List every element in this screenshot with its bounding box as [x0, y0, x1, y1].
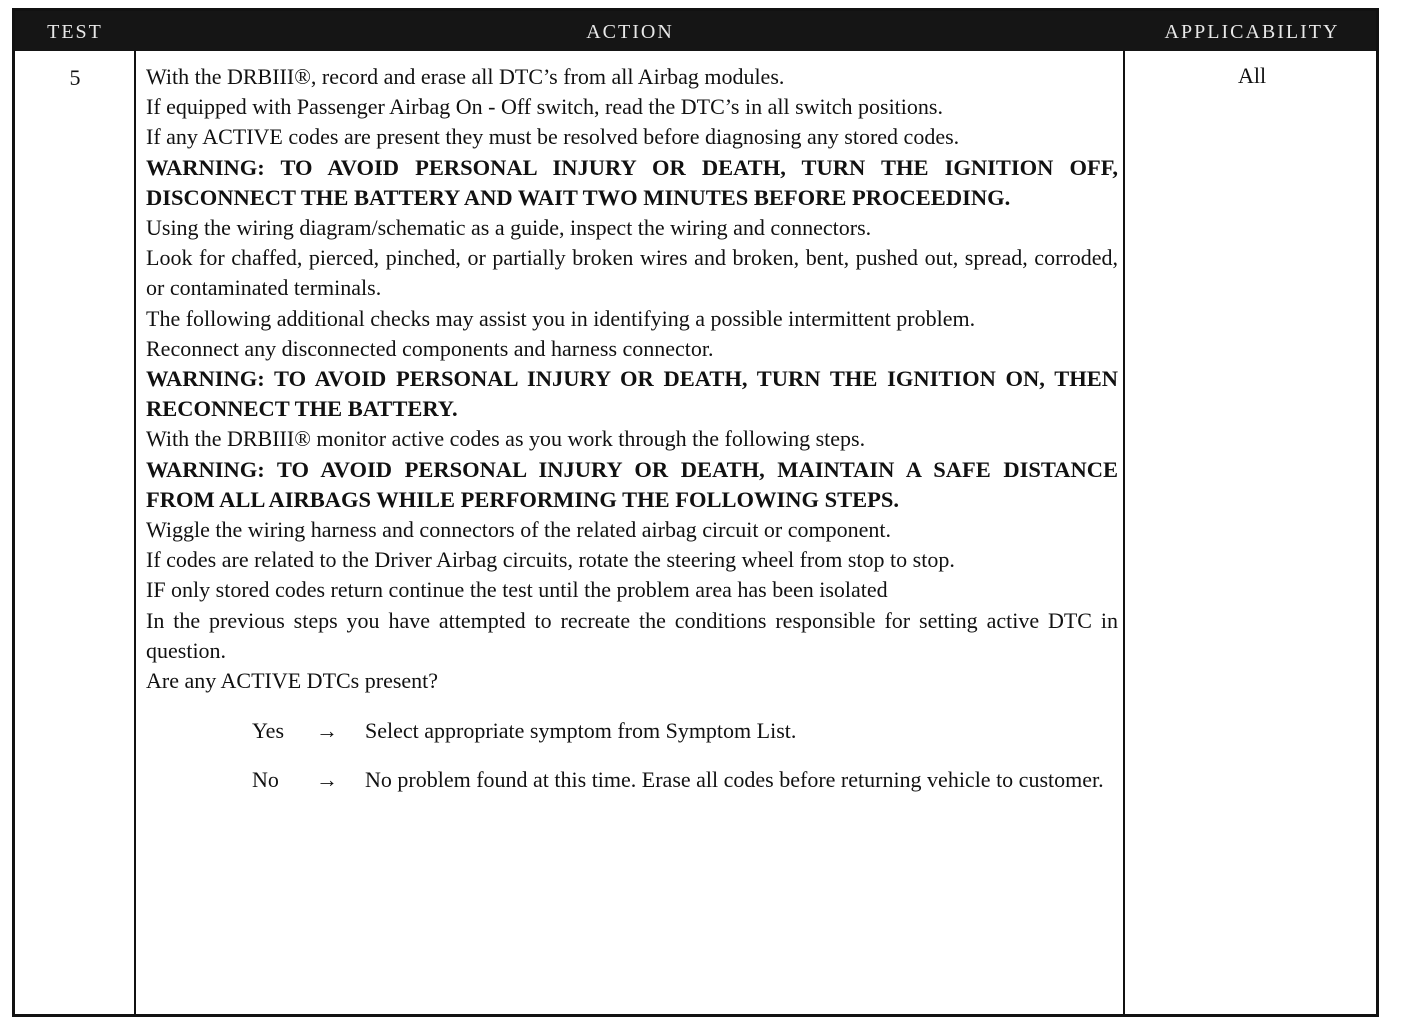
action-step: With the DRBIII® monitor active codes as you work through the following steps.	[146, 426, 866, 452]
header-applicability: APPLICABILITY	[1164, 21, 1340, 43]
header-test: TEST	[47, 21, 103, 43]
answer-yes	[146, 716, 1118, 746]
answer-text: No problem found at this time. Erase all codes before returning vehicle to customer.	[365, 767, 1104, 793]
answer-label: No	[252, 767, 279, 793]
applicability-value: All	[1237, 63, 1267, 88]
question-text: Are any ACTIVE DTCs present?	[146, 668, 439, 694]
table-header	[15, 11, 1376, 51]
action-step: If codes are related to the Driver Airbag circuits, rotate the steering wheel from stop to stop.	[146, 547, 955, 573]
header-action: ACTION	[586, 21, 674, 43]
action-cell	[146, 62, 1118, 815]
warning-text: WARNING: TO AVOID PERSONAL INJURY OR DEATH, MAINTAIN A SAFE DISTANCE FROM ALL AIRBAGS WHILE PERFORMING THE FOLLOWING STEPS.	[146, 456, 1118, 512]
action-step: IF only stored codes return continue the test until the problem area has been isolated	[146, 577, 888, 603]
column-divider	[134, 51, 136, 1014]
action-step: Wiggle the wiring harness and connectors of the related airbag circuit or component.	[146, 517, 892, 543]
answer-label: Yes	[252, 718, 285, 744]
action-step: Reconnect any disconnected components and harness connector.	[146, 335, 714, 361]
right-arrow-icon: →	[316, 718, 338, 744]
action-step: Look for chaffed, pierced, pinched, or partially broken wires and broken, bent, pushed out, spread, corroded, or contaminated terminals.	[146, 245, 1118, 301]
warning-text: WARNING: TO AVOID PERSONAL INJURY OR DEATH, TURN THE IGNITION OFF, DISCONNECT THE BATTERY AND WAIT TWO MINUTES BEFORE PROCEEDING.	[146, 154, 1118, 210]
action-step: In the previous steps you have attempted to recreate the conditions responsible for setting active DTC in question.	[146, 607, 1118, 663]
answer-list	[146, 716, 1118, 795]
action-step: If equipped with Passenger Airbag On - Off switch, read the DTC’s in all switch positions.	[146, 94, 943, 120]
action-step: With the DRBIII®, record and erase all DTC’s from all Airbag modules.	[146, 64, 785, 89]
test-number: 5	[69, 65, 81, 90]
answer-text: Select appropriate symptom from Symptom List.	[365, 718, 797, 744]
action-step: If any ACTIVE codes are present they must be resolved before diagnosing any stored codes.	[146, 124, 960, 150]
right-arrow-icon: →	[316, 767, 338, 793]
answer-no	[146, 765, 1118, 795]
column-divider	[1123, 51, 1125, 1014]
diagnostic-test-table	[12, 8, 1379, 1017]
action-step: The following additional checks may assist you in identifying a possible intermittent problem.	[146, 305, 976, 331]
warning-text: WARNING: TO AVOID PERSONAL INJURY OR DEATH, TURN THE IGNITION ON, THEN RECONNECT THE BATTERY.	[146, 366, 1118, 422]
action-step: Using the wiring diagram/schematic as a guide, inspect the wiring and connectors.	[146, 215, 872, 241]
